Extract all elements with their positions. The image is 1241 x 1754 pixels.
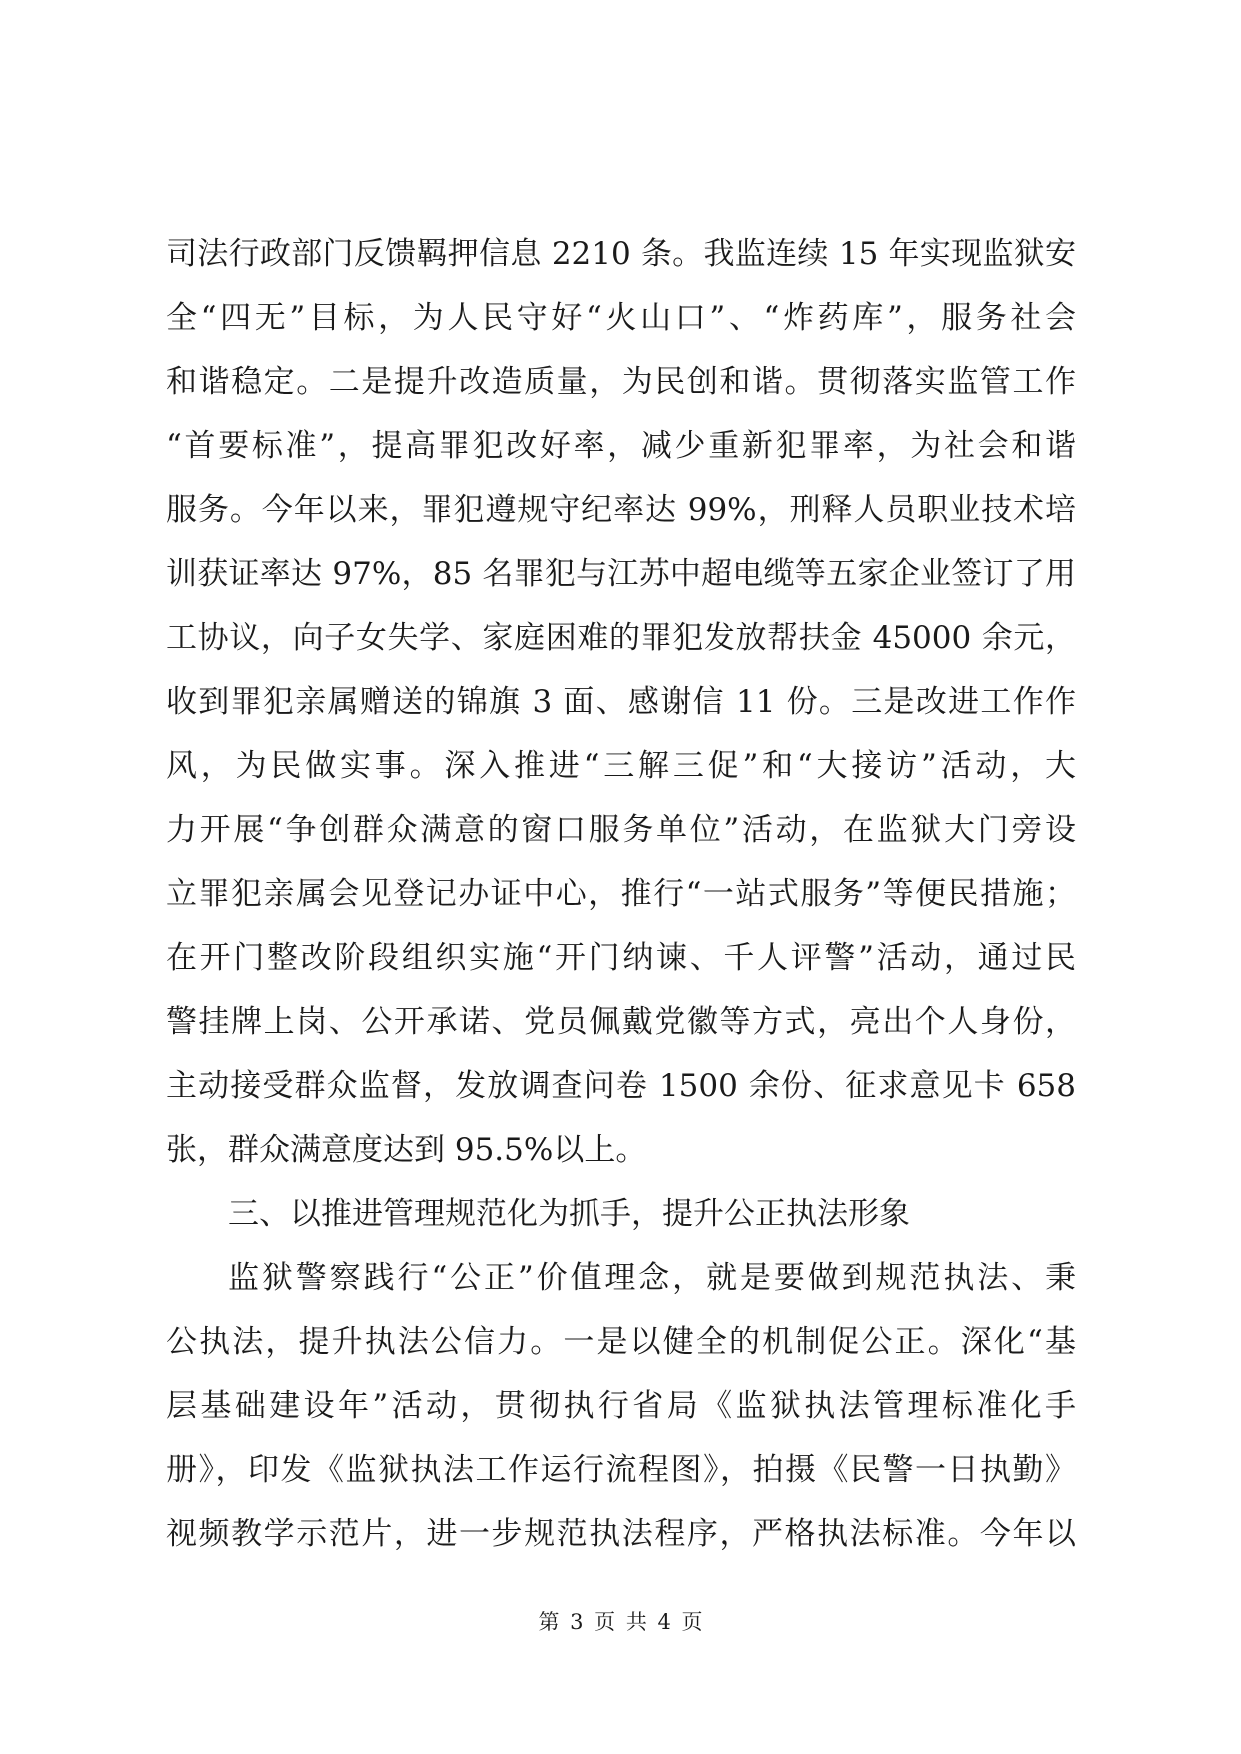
paragraph-line: 全“四无”目标，为人民守好“火山口”、“炸药库”，服务社会 bbox=[166, 300, 1076, 336]
paragraph-line: 册》，印发《监狱执法工作运行流程图》，拍摄《民警一日执勤》 bbox=[166, 1452, 1076, 1488]
paragraph-line: 监狱警察践行“公正”价值理念，就是要做到规范执法、秉 bbox=[228, 1260, 1076, 1296]
paragraph-line: 训获证率达 97%，85 名罪犯与江苏中超电缆等五家企业签订了用 bbox=[166, 556, 1076, 592]
section-heading: 三、以推进管理规范化为抓手，提升公正执法形象 bbox=[228, 1196, 910, 1232]
paragraph-line: 视频教学示范片，进一步规范执法程序，严格执法标准。今年以 bbox=[166, 1516, 1076, 1552]
paragraph-line: 服务。今年以来，罪犯遵规守纪率达 99%，刑释人员职业技术培 bbox=[166, 492, 1076, 528]
paragraph-line: 立罪犯亲属会见登记办证中心，推行“一站式服务”等便民措施； bbox=[166, 876, 1076, 912]
paragraph-line: 在开门整改阶段组织实施“开门纳谏、千人评警”活动，通过民 bbox=[166, 940, 1076, 976]
document-body bbox=[166, 222, 1076, 1566]
paragraph-line: 警挂牌上岗、公开承诺、党员佩戴党徽等方式，亮出个人身份， bbox=[166, 1004, 1076, 1040]
paragraph-line: 层基础建设年”活动，贯彻执行省局《监狱执法管理标准化手 bbox=[166, 1388, 1076, 1424]
paragraph-line: 收到罪犯亲属赠送的锦旗 3 面、感谢信 11 份。三是改进工作作 bbox=[166, 684, 1076, 720]
page-number-footer: 第 3 页 共 4 页 bbox=[538, 1610, 703, 1634]
paragraph-line: 风，为民做实事。深入推进“三解三促”和“大接访”活动，大 bbox=[166, 748, 1076, 784]
paragraph-line: “首要标准”，提高罪犯改好率，减少重新犯罪率，为社会和谐 bbox=[166, 428, 1076, 464]
paragraph-line: 司法行政部门反馈羁押信息 2210 条。我监连续 15 年实现监狱安 bbox=[166, 236, 1076, 272]
paragraph-line: 工协议，向子女失学、家庭困难的罪犯发放帮扶金 45000 余元， bbox=[166, 620, 1076, 656]
paragraph-line: 主动接受群众监督，发放调查问卷 1500 余份、征求意见卡 658 bbox=[166, 1068, 1076, 1104]
paragraph-line: 力开展“争创群众满意的窗口服务单位”活动，在监狱大门旁设 bbox=[166, 812, 1076, 848]
paragraph-line: 公执法，提升执法公信力。一是以健全的机制促公正。深化“基 bbox=[166, 1324, 1076, 1360]
paragraph-line: 张，群众满意度达到 95.5%以上。 bbox=[166, 1132, 647, 1168]
paragraph-line: 和谐稳定。二是提升改造质量，为民创和谐。贯彻落实监管工作 bbox=[166, 364, 1076, 400]
